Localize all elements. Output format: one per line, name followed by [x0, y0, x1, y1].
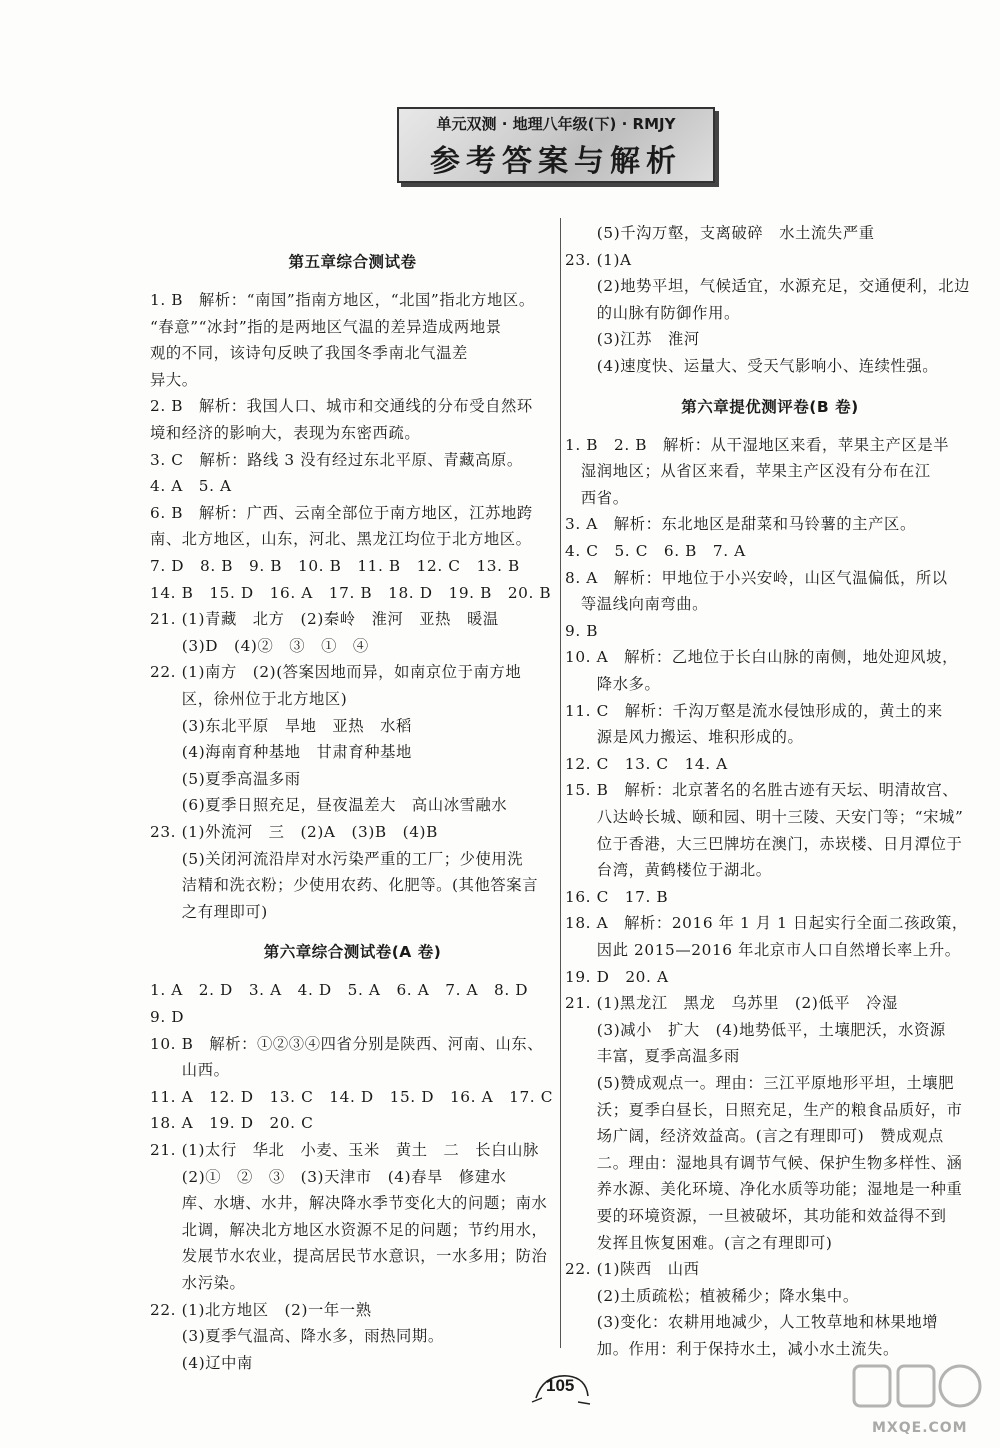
answer-line: 之有理即可) [150, 902, 268, 921]
answer-line: 22. (1)南方 (2)(答案因地而异，如南京位于南方地 [150, 663, 522, 682]
answer-line: 的山脉有防御作用。 [565, 303, 740, 322]
answer-line: 4. C 5. C 6. B 7. A [565, 542, 746, 560]
answer-line: 丰富，夏季高温多雨 [565, 1047, 740, 1066]
answer-line: 10. B 解析：①②③④四省分别是陕西、河南、山东、 [150, 1034, 544, 1053]
watermark-text: MXQE.COM [872, 1420, 968, 1436]
answer-line: 位于香港，大三巴牌坊在澳门，赤崁楼、日月潭位于 [565, 834, 963, 853]
answer-line: 12. C 13. C 14. A [565, 754, 728, 773]
answer-line: 观的不同，该诗句反映了我国冬季南北气温差 [150, 344, 468, 363]
title-banner [397, 107, 715, 183]
answer-line: 18. A 解析：2016 年 1 月 1 日起实行全面二孩政策， [565, 914, 968, 933]
answer-line: (5)千沟万壑，支离破碎 水土流失严重 [565, 224, 875, 242]
answer-line: (4)速度快、运量大、受天气影响小、连续性强。 [565, 357, 939, 375]
answer-line: 湿润地区；从省区来看，苹果主产区没有分布在江 [565, 462, 931, 481]
answer-line: 1. B 解析：“南国”指南方地区，“北国”指北方地区。 [150, 291, 535, 309]
answer-line: 1. B 2. B 解析：从干湿地区来看，苹果主产区是半 [565, 435, 950, 454]
answer-line: 要的环境资源，一旦被破坏，其功能和效益得不到 [565, 1207, 947, 1225]
answer-line: 八达岭长城、颐和园、明十三陵、天安门等；“宋城” [565, 808, 964, 826]
answer-line: 南、北方地区，山东，河北、黑龙江均位于北方地区。 [150, 530, 532, 549]
answer-line: 19. D 20. A [565, 967, 669, 986]
answer-line: 14. B 15. D 16. A 17. B 18. D 19. B 20. B [150, 583, 552, 602]
answer-line: 库、水塘、水井，解决降水季节变化大的问题；南水 [150, 1194, 548, 1213]
answer-line: 异大。 [150, 370, 198, 389]
section-heading: 第六章提优测评卷(B 卷) [681, 397, 859, 416]
answer-line: 3. A 解析：东北地区是甜菜和马铃薯的主产区。 [565, 515, 916, 534]
answer-line: 降水多。 [565, 675, 661, 693]
answer-line: 西省。 [565, 488, 629, 507]
answer-line: 23. (1)A [565, 250, 632, 269]
answer-line: 水污染。 [150, 1274, 246, 1292]
answer-line: 区，徐州位于北方地区) [150, 690, 348, 708]
answer-line: (5)夏季高温多雨 [150, 769, 301, 788]
answer-line: 23. (1)外流河 三 (2)A (3)B (4)B [150, 823, 438, 841]
answer-line: 11. C 解析：千沟万壑是流水侵蚀形成的，黄土的来 [565, 701, 943, 720]
page-number: 105 [546, 1376, 575, 1395]
answer-line: 境和经济的影响大，表现为东密西疏。 [150, 424, 421, 442]
answer-line: 3. C 解析：路线 3 没有经过东北平原、青藏高原。 [150, 450, 523, 469]
watermark-logo-icon [850, 1360, 990, 1420]
watermark [850, 1360, 990, 1440]
answer-line: 7. D 8. B 9. B 10. B 11. B 12. C 13. B [150, 557, 520, 575]
answer-line: 发挥且恢复困难。(言之有理即可) [565, 1233, 833, 1252]
answer-line: (3)东北平原 旱地 亚热 水稻 [150, 716, 412, 735]
answer-line: 2. B 解析：我国人口、城市和交通线的分布受自然环 [150, 397, 533, 416]
answer-line: (3)江苏 淮河 [565, 330, 700, 349]
answer-line: 因此 2015—2016 年北京市人口自然增长率上升。 [565, 941, 961, 959]
answer-line: 21. (1)太行 华北 小麦、玉米 黄土 二 长白山脉 [150, 1141, 539, 1159]
answer-line: 台湾，黄鹤楼位于湖北。 [565, 861, 772, 880]
answer-line: 21. (1)黑龙江 黑龙 乌苏里 (2)低平 冷湿 [565, 994, 898, 1013]
banner-subtitle: 单元双测 · 地理八年级(下) · RMJY [436, 115, 676, 133]
answer-line: 8. A 解析：甲地位于小兴安岭，山区气温偏低，所以 [565, 568, 948, 587]
answer-line: 加。作用：利于保持水土，减小水土流失。 [565, 1340, 899, 1358]
answer-line: 22. (1)北方地区 (2)一年一熟 [150, 1300, 372, 1319]
answer-line: 二。理由：湿地具有调节气候、保护生物多样性、涵 [565, 1153, 963, 1172]
answer-line: 10. A 解析：乙地位于长白山脉的南侧，地处迎风坡， [565, 648, 958, 667]
answer-line: 等温线向南弯曲。 [565, 595, 709, 614]
answer-line: (5)赞成观点一。理由：三江平原地形平坦，土壤肥 [565, 1074, 955, 1092]
answer-line: 养水源、美化环境、净化水质等功能；湿地是一种重 [565, 1180, 963, 1199]
answer-line: (2)土质疏松；植被稀少；降水集中。 [565, 1286, 859, 1305]
section-heading: 第六章综合测试卷(A 卷) [263, 943, 442, 962]
answer-line: (3)变化：农耕用地减少，人工牧草地和林果地增 [565, 1313, 939, 1332]
answer-line: 1. A 2. D 3. A 4. D 5. A 6. A 7. A 8. D [150, 981, 529, 1000]
answer-line: 11. A 12. D 13. C 14. D 15. D 16. A 17. C [150, 1087, 554, 1106]
answer-line: 沃；夏季白昼长，日照充足，生产的粮食品质好，市 [565, 1100, 963, 1119]
answer-line: 洁精和洗衣粉；少使用农药、化肥等。(其他答案言 [150, 876, 539, 895]
answer-line: (3)减小 扩大 (4)地势低平，土壤肥沃，水资源 [565, 1020, 946, 1039]
section-heading: 第五章综合测试卷 [288, 253, 417, 271]
answer-line: 源是风力搬运、堆积形成的。 [565, 728, 804, 747]
answer-line: (4)海南育种基地 甘肃育种基地 [150, 743, 412, 762]
answer-line: (2)① ② ③ (3)天津市 (4)春旱 修建水 [150, 1167, 507, 1186]
answer-line: (6)夏季日照充足，昼夜温差大 高山冰雪融水 [150, 796, 508, 815]
answer-line: 北调，解决北方地区水资源不足的问题；节约用水， [150, 1220, 548, 1239]
answer-line: (5)关闭河流沿岸对水污染严重的工厂；少使用洗 [150, 849, 524, 868]
answer-line: 18. A 19. D 20. C [150, 1114, 314, 1133]
answer-line: (2)地势平坦，气候适宜，水源充足，交通便利，北边 [565, 277, 970, 296]
answer-line: 9. D [150, 1008, 185, 1026]
answer-line: 发展节水农业，提高居民节水意识，一水多用；防治 [150, 1247, 548, 1266]
answer-line: 4. A 5. A [150, 477, 232, 496]
answer-line: 山西。 [150, 1061, 230, 1080]
answer-line: 6. B 解析：广西、云南全部位于南方地区，江苏地跨 [150, 503, 533, 522]
answer-line: (4)辽中南 [150, 1353, 253, 1372]
answer-line: 9. B [565, 621, 599, 640]
page-number-badge [530, 1368, 592, 1408]
answer-line: “春意”“冰封”指的是两地区气温的差异造成两地景 [150, 317, 502, 336]
answer-line: 21. (1)青藏 北方 (2)秦岭 淮河 亚热 暖温 [150, 610, 499, 629]
answer-line: (3)D (4)② ③ ① ④ [150, 636, 369, 655]
answer-line: 16. C 17. B [565, 887, 669, 906]
answer-line: 15. B 解析：北京著名的名胜古迹有天坛、明清故宫、 [565, 781, 959, 800]
banner-title: 参考答案与解析 [430, 144, 682, 179]
answer-line: 场广阔，经济效益高。(言之有理即可) 赞成观点 [565, 1127, 944, 1146]
column-divider [560, 218, 561, 1348]
answer-line: (3)夏季气温高、降水多，雨热同期。 [150, 1327, 444, 1346]
answer-line: 22. (1)陕西 山西 [565, 1260, 700, 1279]
